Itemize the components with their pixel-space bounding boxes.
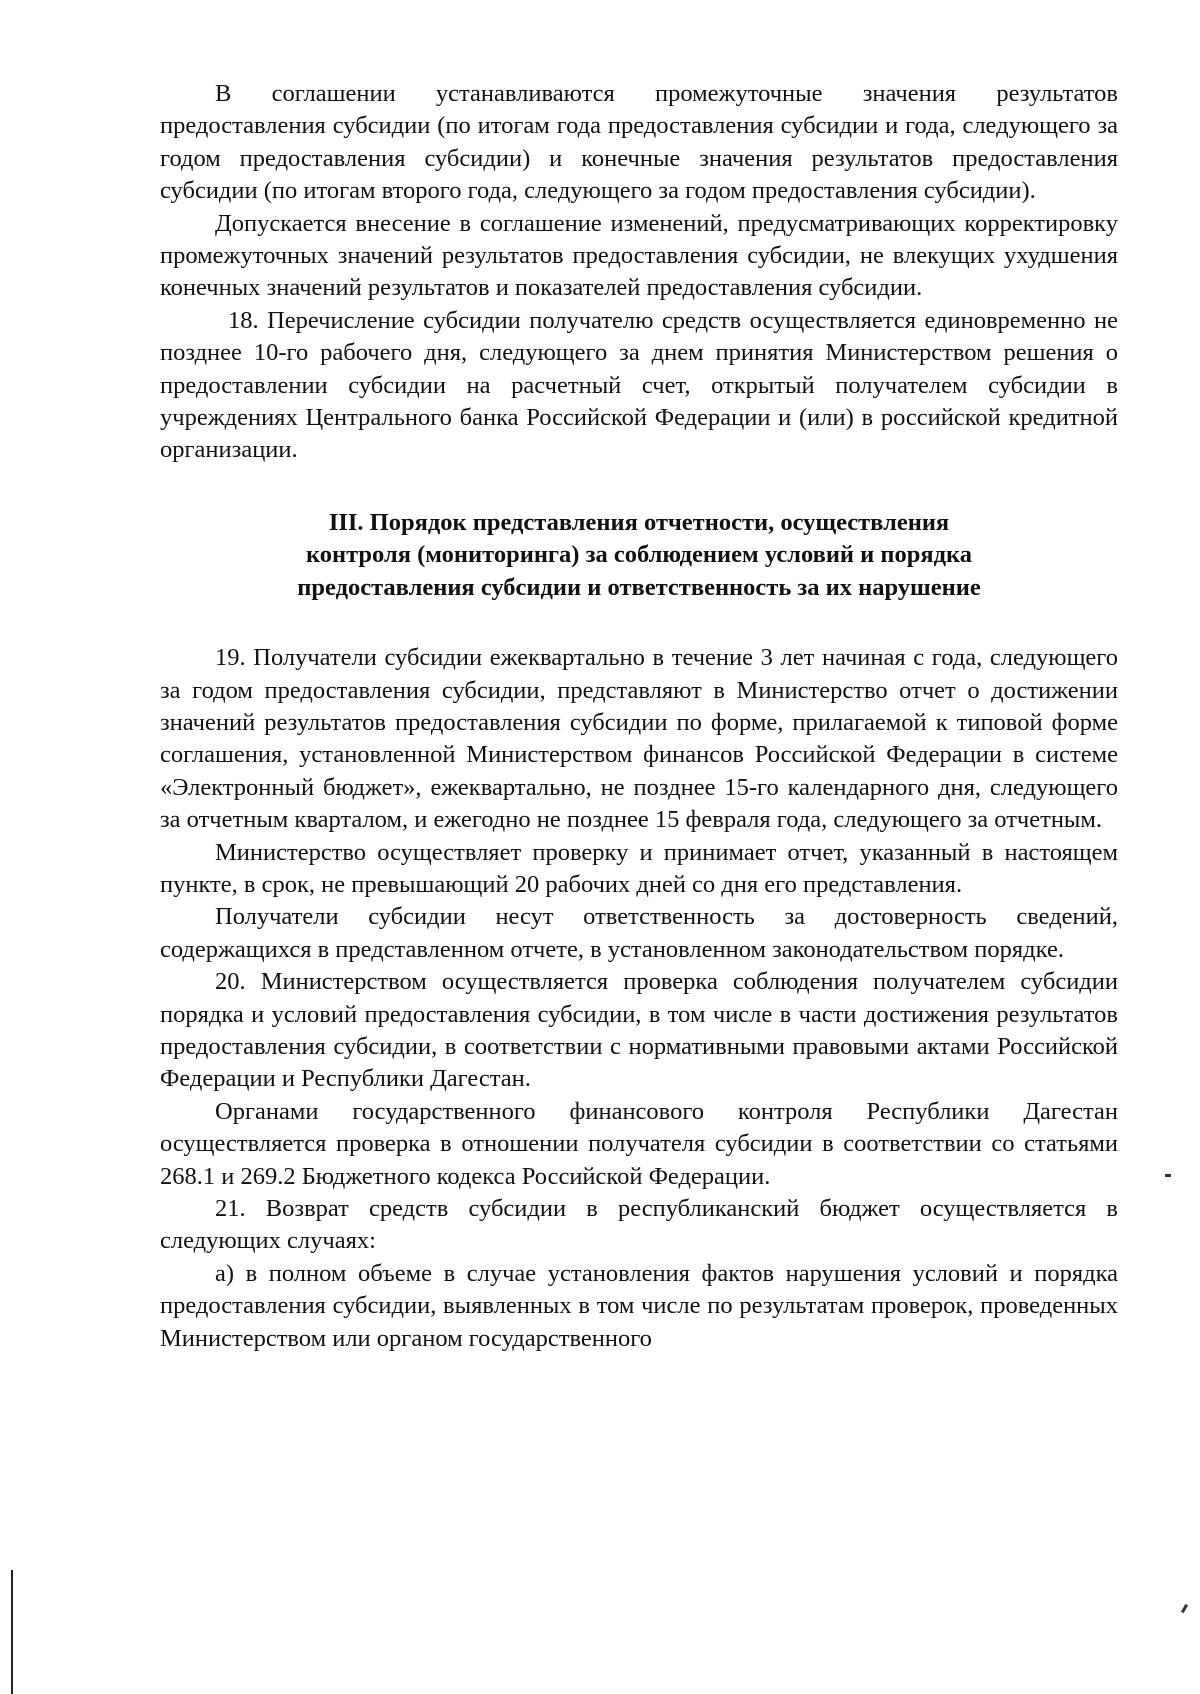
paragraph-report-check: Министерство осуществляет проверку и принимает отчет, указанный в настоящем пункте, в срок, не превышающий 20 рабочих дней со дня его представления.	[160, 838, 1118, 898]
section-heading-line: контроля (мониторинга) за соблюдением условий и порядка	[305, 541, 973, 569]
paragraph-item-19: 19. Получатели субсидии ежеквартально в течение 3 лет начиная с года, следующего за годом предоставления субсидии, представляют в Министерство отчет о достижении значений результатов предоставления субсидии по форме, прилагаемой к типовой форме соглашения, установленной Министерством финансов Российской Федерации в системе «Электронный бюджет», ежеквартально, не позднее 15-го календарного дня, следующего за отчетным кварталом, и ежегодно не позднее 15 февраля года, следующего за отчетным.	[160, 644, 1118, 834]
paragraph-item-21: 21. Возврат средств субсидии в республиканский бюджет осуществляется в следующих случаях:	[160, 1195, 1118, 1255]
scan-edge-line	[11, 1570, 13, 1694]
paragraph-responsibility: Получатели субсидии несут ответственность за достоверность сведений, содержащихся в представленном отчете, в установленном законодательством порядке.	[160, 903, 1118, 963]
paragraph-item-18: 18. Перечисление субсидии получателю средств осуществляется единовременно не позднее 10-го рабочего дня, следующего за днем принятия Министерством решения о предоставлении субсидии на расчетный счет, открытый получателем субсидии в учреждениях Центрального банка Российской Федерации и (или) в российской кредитной организации.	[160, 306, 1118, 464]
scan-speck	[1181, 1604, 1188, 1613]
section-heading	[160, 507, 1118, 604]
paragraph-intermediate-values: В соглашении устанавливаются промежуточные значения результатов предоставления субсидии (по итогам года предоставления субсидии и года, следующего за годом предоставления субсидии) и конечные значения результатов предоставления субсидии (по итогам второго года, следующего за годом предоставления субсидии).	[160, 80, 1118, 205]
scan-speck	[1165, 1174, 1171, 1177]
section-heading-line: III. Порядок представления отчетности, осуществления	[328, 508, 950, 536]
paragraph-item-20: 20. Министерством осуществляется проверка соблюдения получателем субсидии порядка и условий предоставления субсидии, в том числе в части достижения результатов предоставления субсидии, в соответствии с нормативными правовыми актами Российской Федерации и Республики Дагестан.	[160, 968, 1118, 1093]
document-page	[160, 78, 1118, 1355]
paragraph-item-21a: а) в полном объеме в случае установления фактов нарушения условий и порядка предоставления субсидии, выявленных в том числе по результатам проверок, проведенных Министерством или органом государственного	[160, 1259, 1118, 1352]
paragraph-agreement-changes: Допускается внесение в соглашение изменений, предусматривающих корректировку промежуточных значений результатов предоставления субсидии, не влекущих ухудшения конечных значений результатов и показателей предоставления субсидии.	[160, 209, 1118, 302]
paragraph-financial-control: Органами государственного финансового контроля Республики Дагестан осуществляется проверка в отношении получателя субсидии в соответствии со статьями 268.1 и 269.2 Бюджетного кодекса Российской Федерации.	[160, 1097, 1118, 1190]
section-heading-line: предоставления субсидии и ответственность за их нарушение	[297, 573, 981, 601]
